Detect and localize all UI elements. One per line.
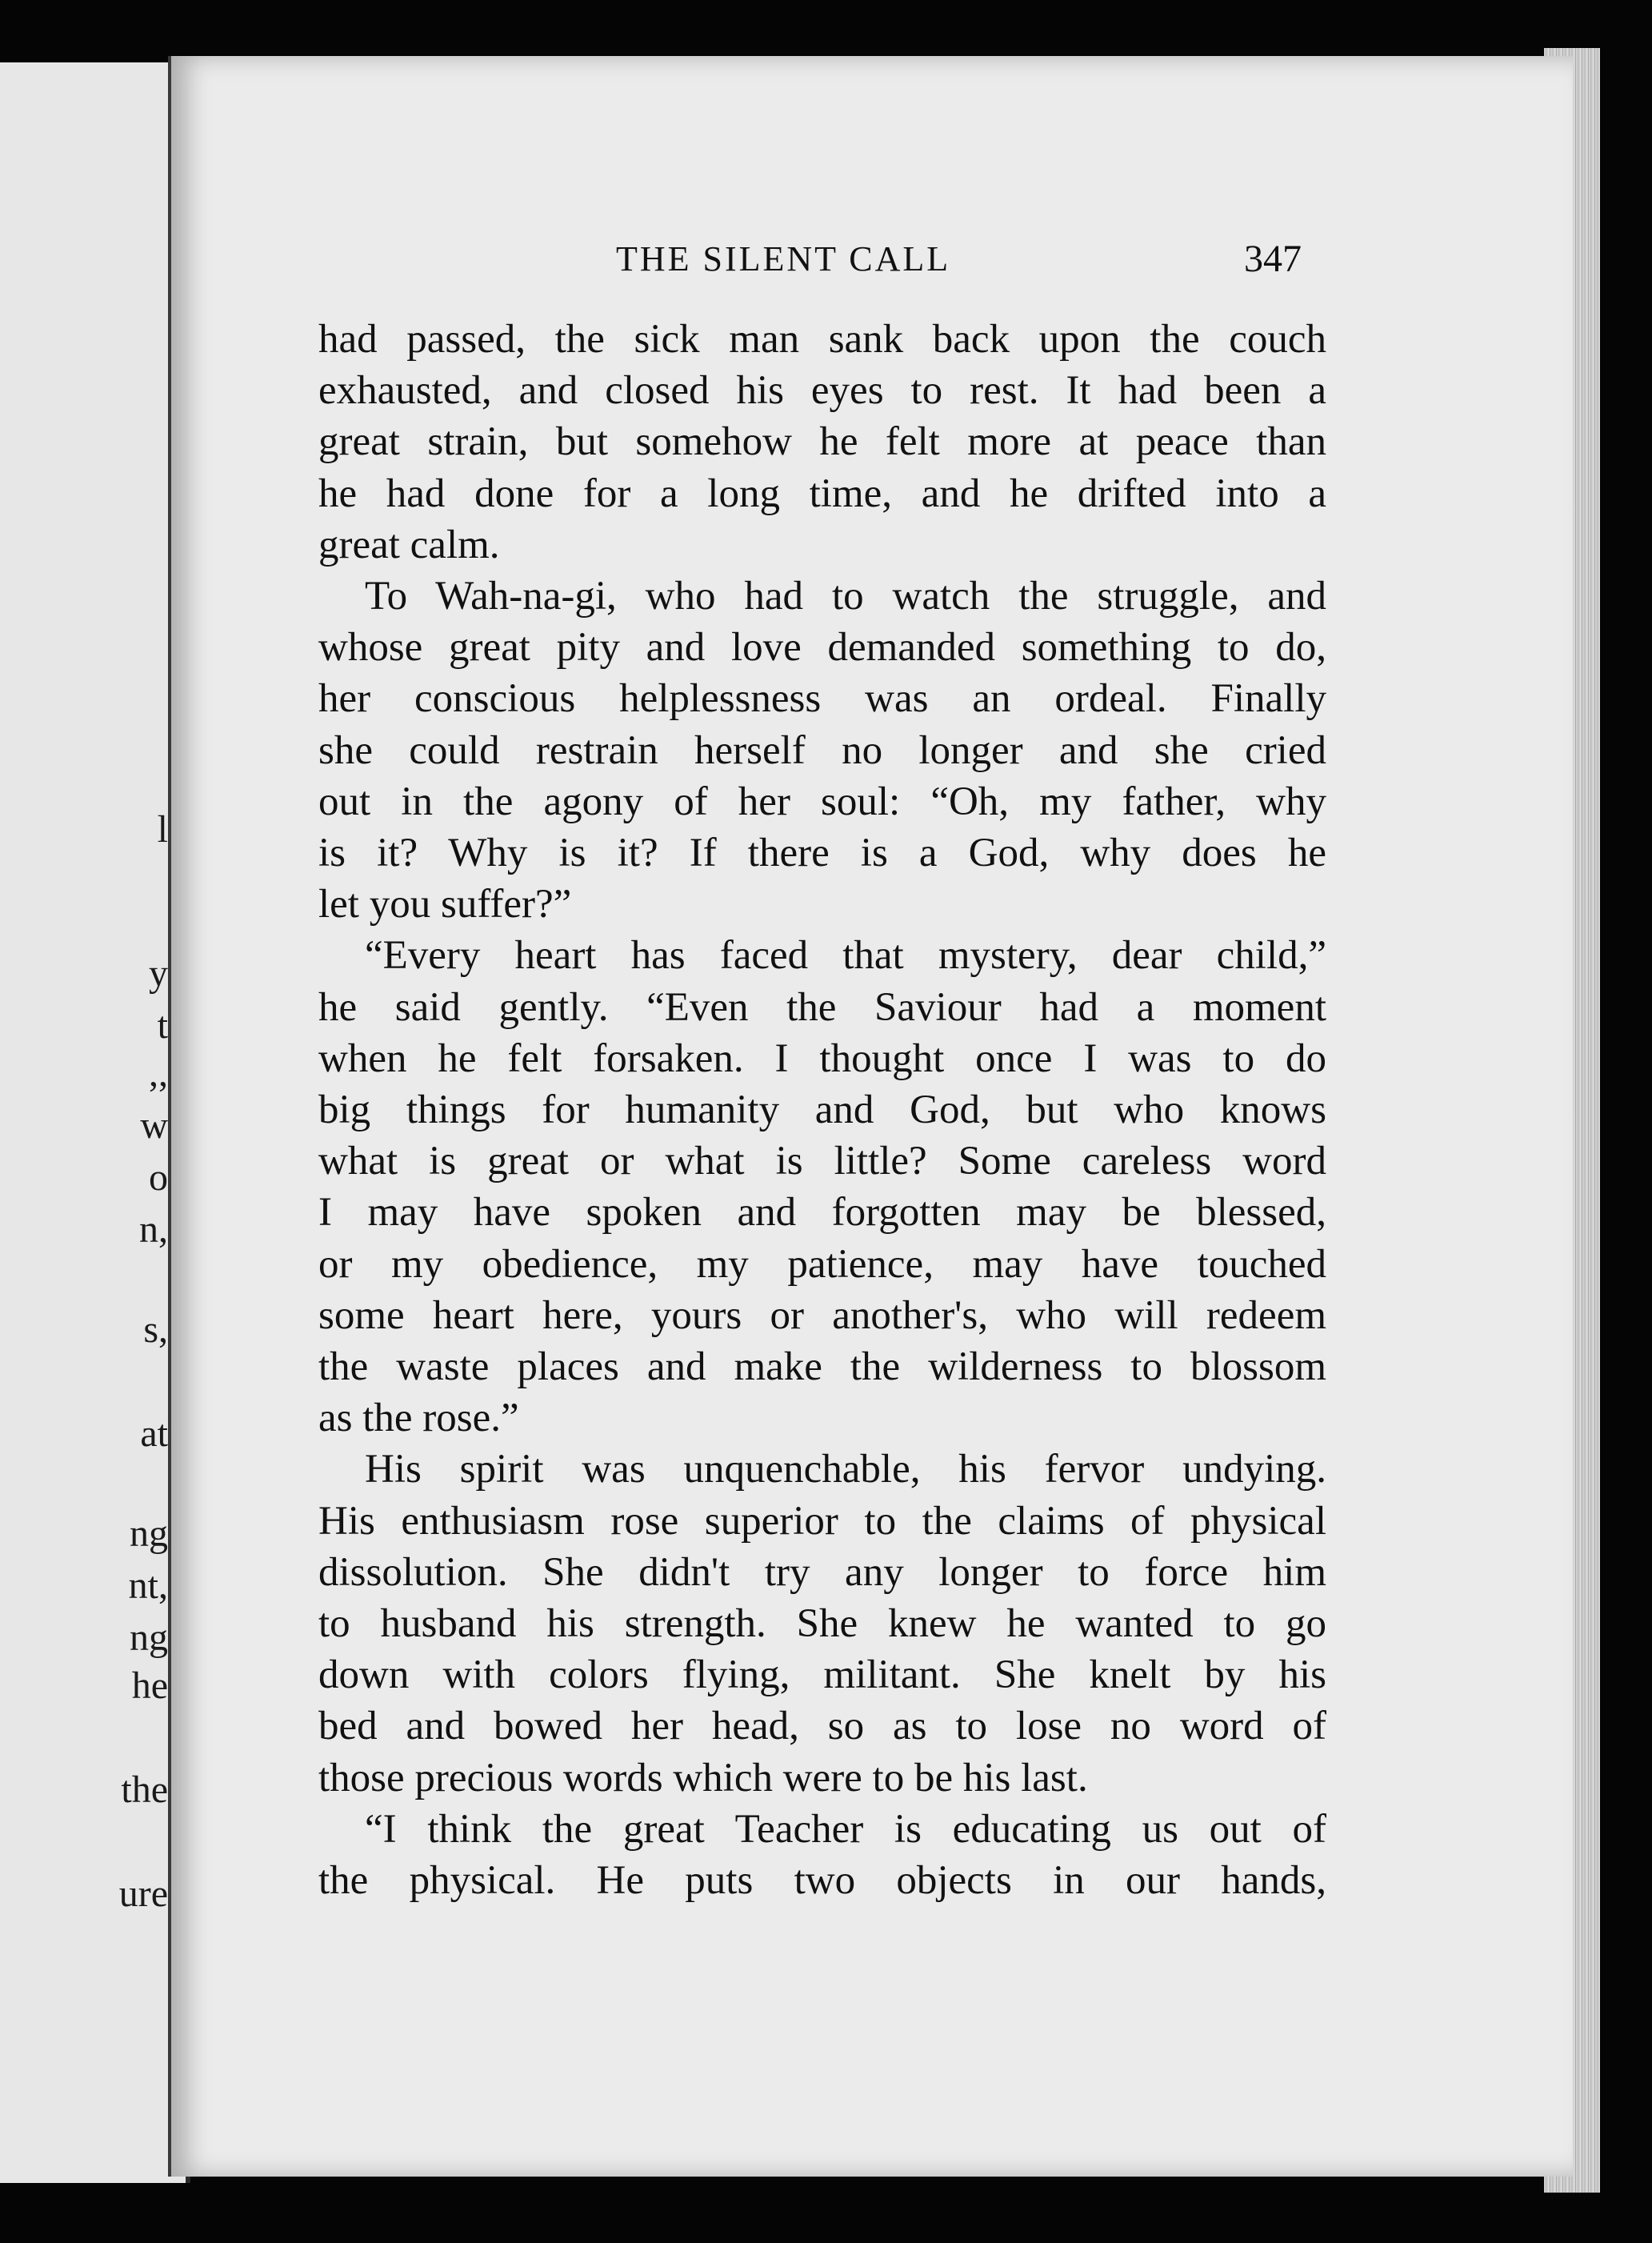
text-line: is it? Why is it? If there is a God, why does he	[318, 831, 1326, 876]
left-page-fragment: s,	[143, 1308, 168, 1351]
left-page-fragment: n,	[139, 1208, 168, 1251]
left-page-fragment: he	[131, 1664, 168, 1707]
text-line: To Wah-na-gi, who had to watch the struggle, and	[365, 574, 1326, 619]
text-line: I may have spoken and forgotten may be blessed,	[318, 1190, 1326, 1236]
left-page-fragment: at	[140, 1412, 168, 1455]
left-page-fragment: ,,	[149, 1052, 168, 1095]
text-line: she could restrain herself no longer and she cried	[318, 727, 1326, 773]
page-body	[318, 314, 1326, 1906]
text-line: whose great pity and love demanded something to do,	[318, 625, 1326, 671]
text-line: some heart here, yours or another's, who will redeem	[318, 1292, 1326, 1338]
text-line: let you suffer?”	[318, 882, 572, 927]
text-line: he said gently. “Even the Saviour had a moment	[318, 984, 1326, 1030]
left-page-fragment: l	[157, 808, 168, 851]
text-line: “I think the great Teacher is educating us out of	[365, 1806, 1326, 1852]
page-number: 347	[1244, 238, 1302, 280]
text-line: His spirit was unquenchable, his fervor undying.	[365, 1447, 1326, 1492]
left-page-fragment: the	[121, 1768, 168, 1811]
running-title: THE SILENT CALL	[616, 239, 951, 278]
text-line: had passed, the sick man sank back upon the couch	[318, 317, 1326, 362]
left-page-fragment: nt,	[128, 1564, 168, 1607]
left-page-fragment: ng	[130, 1512, 168, 1555]
text-line: he had done for a long time, and he drifted into a	[318, 471, 1326, 516]
text-line: to husband his strength. She knew he wanted to go	[318, 1601, 1326, 1647]
text-line: “Every heart has faced that mystery, dear child,”	[365, 933, 1326, 979]
text-line: dissolution. She didn't try any longer to force him	[318, 1549, 1326, 1595]
text-line: great strain, but somehow he felt more at peace than	[318, 419, 1326, 465]
text-line: His enthusiasm rose superior to the claims of physical	[318, 1498, 1326, 1544]
text-line: what is great or what is little? Some careless word	[318, 1139, 1326, 1184]
text-line: those precious words which were to be his last.	[318, 1755, 1088, 1800]
text-line: the physical. He puts two objects in our hands,	[318, 1858, 1326, 1904]
left-page	[0, 62, 190, 2183]
left-page-fragment: o	[149, 1156, 168, 1199]
left-page-fragment: ure	[118, 1873, 168, 1915]
text-line: down with colors flying, militant. She knelt by his	[318, 1652, 1326, 1698]
text-line: or my obedience, my patience, may have touched	[318, 1241, 1326, 1287]
text-line: bed and bowed her head, so as to lose no word of	[318, 1704, 1326, 1749]
text-line: the waste places and make the wilderness to blossom	[318, 1344, 1326, 1390]
text-line: as the rose.”	[318, 1396, 519, 1441]
left-page-fragment: ng	[130, 1616, 168, 1659]
text-line: her conscious helplessness was an ordeal. Finally	[318, 676, 1326, 722]
left-page-fragment: y	[149, 952, 168, 995]
text-line: exhausted, and closed his eyes to rest. It had been a	[318, 368, 1326, 414]
text-line: great calm.	[318, 522, 500, 567]
left-page-fragment: w	[140, 1104, 168, 1147]
text-line: when he felt forsaken. I thought once I was to do	[318, 1035, 1326, 1081]
left-page-fragment: t	[157, 1004, 168, 1047]
text-line: big things for humanity and God, but who knows	[318, 1087, 1326, 1133]
text-line: out in the agony of her soul: “Oh, my father, why	[318, 779, 1326, 824]
